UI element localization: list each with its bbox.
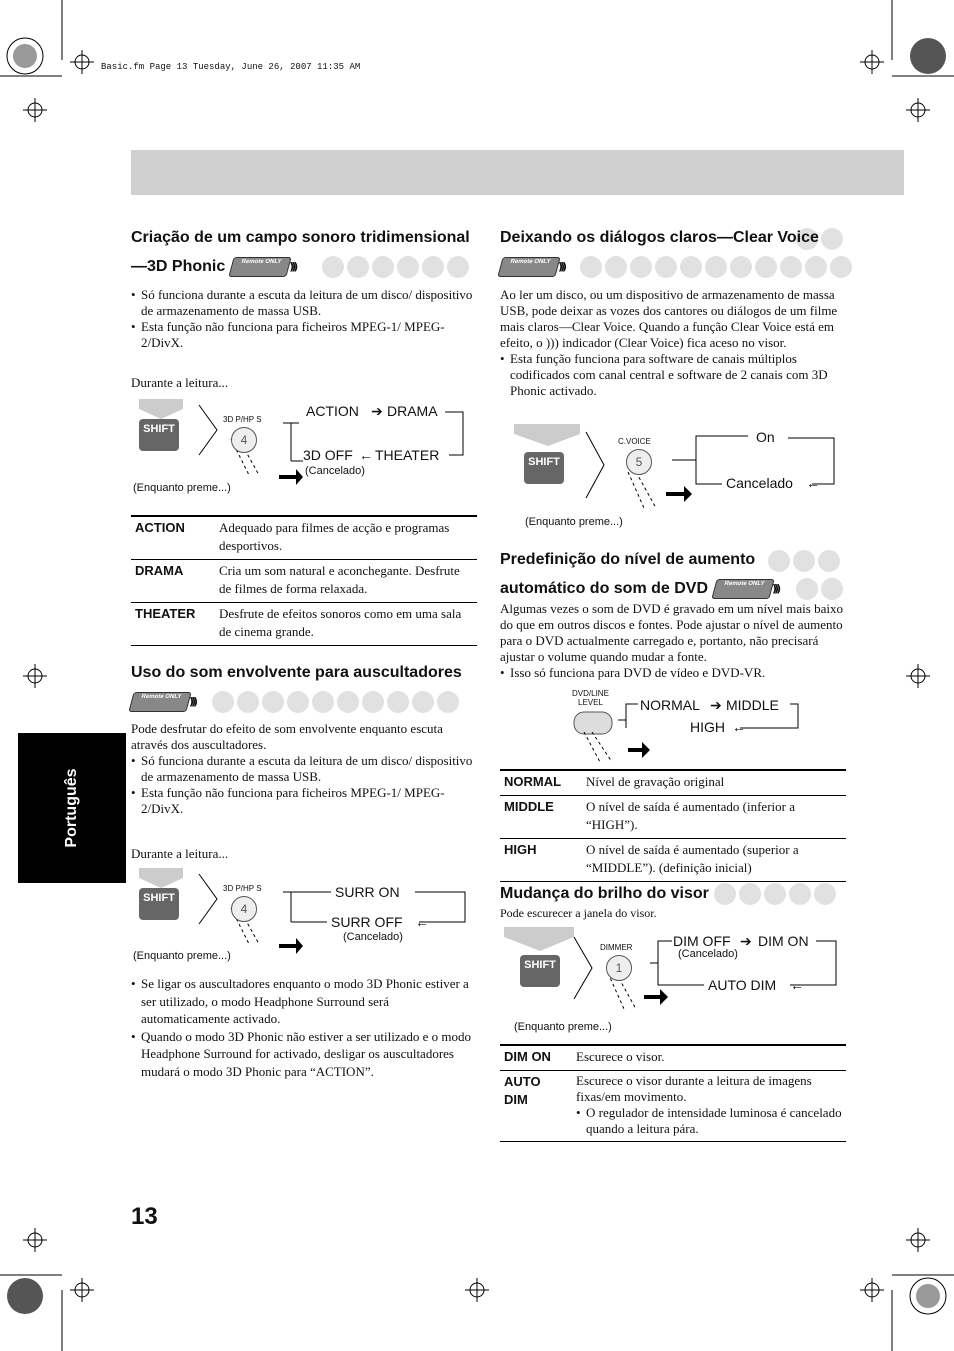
signal-wave-icon: ))) [289,260,296,274]
section-clear-voice-heading [500,223,846,281]
term: ACTION [131,516,215,560]
heading-line2 [131,252,477,281]
definition-text: Escurece o visor durante a leitura de imagens fixas/em movimento. [576,1073,812,1104]
table-row [500,1071,846,1142]
key-icon: 1 [606,955,632,981]
remote-only-icon: Remote ONLY [497,257,560,277]
section-3d-phonic-bullets [131,287,477,351]
table-row [131,603,477,646]
signal-wave-icon: ))) [558,260,565,274]
term-line2: DIM [504,1092,528,1107]
arrow-right-icon: ➔ [740,933,752,949]
signal-wave-icon: ))) [772,582,779,596]
heading-text: Uso do som envolvente para auscultadores [131,664,462,681]
mode-dim-off: DIM OFF [673,933,731,949]
sub-text: O regulador de intensidade luminosa é cancelado quando a leitura pára. [586,1105,842,1136]
heading-line1: Criação de um campo sonoro tridimensional [131,229,470,246]
arrow-right-icon: ➔ [710,697,722,713]
term-line1: AUTO [504,1074,541,1089]
during-playback: Durante a leitura... [131,375,229,390]
headphone-notes [131,975,477,1080]
mode-dim-on: DIM ON [758,933,809,949]
bullet: • Esta função funciona para software de canais múltiplos codificados com canal central e software de 2 canais com 3D Phonic activado. [500,351,846,399]
table-dvd-levels [500,769,846,882]
cancel-note: (Cancelado) [678,948,738,960]
diagram-clear-voice [500,420,846,535]
shift-button-icon: SHIFT [520,955,560,987]
table-row [131,560,477,603]
heading-line2 [494,252,846,281]
section-headphone-heading [131,658,477,716]
mode-auto-dim: AUTO DIM [708,977,777,993]
heading-line2 [125,687,477,716]
section-headphone-body [131,721,477,817]
language-tab [18,733,126,883]
term: MIDDLE [500,796,582,839]
header-band [131,150,904,195]
arrow-left-icon: ← [806,475,820,491]
bullet: • Só funciona durante a escuta da leitura de um disco/ dispositivo de armazenamento de massa USB. [131,287,477,319]
bullet: • Quando o modo 3D Phonic não estiver a ser utilizado e o modo Headphone Surround for activado, desligar os auscultadores mudará o modo 3D Phonic para “ACTION”. [131,1028,477,1081]
bullet: • Esta função não funciona para ficheiros MPEG-1/ MPEG-2/DivX. [131,319,477,351]
bullet: • Se ligar os auscultadores enquanto o modo 3D Phonic estiver a ser utilizado, o modo Headphone Surround será automaticamente activado. [131,975,477,1028]
section-dvd-level-heading [500,545,846,603]
key-icon: 4 [231,896,257,922]
definition [572,1071,846,1142]
key-label: C.VOICE [618,437,651,446]
key-label-line1: DVD/LINE [572,689,609,698]
intro: Algumas vezes o som de DVD é gravado em um nível mais baixo do que em outros discos e fontes. Pode ajustar o nível de aumento para o DVD actualmente carregado e, portanto, não precisará ajustar o volume quando mudar a fonte. [500,601,843,664]
table-dimmer [500,1044,846,1142]
key-label-line2: LEVEL [578,698,603,707]
on-label: On [756,429,775,445]
section-3d-phonic-heading [131,223,477,281]
section-clear-voice-body [500,287,846,399]
shift-button-icon: SHIFT [139,888,179,920]
key-label: 3D P/HP S [223,884,262,893]
remote-only-icon: Remote ONLY [128,692,191,712]
intro: Ao ler um disco, ou um dispositivo de armazenamento de massa USB, pode deixar as vozes dos cantores ou diálogos de um filme mais claros—Clear Voice. Quando a função Clear Voice está em efeito, o ))) indicador (Clear Voice) fica aceso no visor. [500,287,838,350]
key-label: DIMMER [600,943,633,952]
bullet: • Só funciona durante a escuta da leitura de um disco/ dispositivo de armazenamento de massa USB. [131,753,477,785]
surr-off-label: SURR OFF [331,914,403,930]
mode-action: ACTION [306,403,359,419]
table-3d-modes [131,515,477,646]
table-row [500,1045,846,1071]
term: THEATER [131,603,215,646]
arrow-left-icon: ← [359,447,373,463]
diagram-dimmer [500,923,846,1038]
mode-3d-off: 3D OFF [303,447,353,463]
language-tab-label: Português [63,768,80,848]
remote-only-icon: Remote ONLY [229,257,292,277]
arrow-left-icon: ← [415,914,429,930]
definition: O nível de saída é aumentado (superior a “MIDDLE”). (definição inicial) [582,839,846,882]
table-row [500,770,846,796]
mode-middle: MIDDLE [726,697,779,713]
table-row [500,796,846,839]
definition: O nível de saída é aumentado (inferior a “HIGH”). [582,796,846,839]
definition: Nível de gravação original [582,770,846,796]
definition: Cria um som natural e aconchegante. Desfrute de filmes de forma relaxada. [215,560,477,603]
diagram-dvd-level [500,686,846,766]
heading-text: automático do som de DVD [500,580,709,597]
cancelado-label: Cancelado [726,475,793,491]
table-row [500,839,846,882]
while-pressing-note: (Enquanto preme...) [514,1021,612,1033]
while-pressing-note: (Enquanto preme...) [525,516,623,528]
heading-text: —3D Phonic [131,258,226,275]
section-dvd-level-body [500,601,846,681]
definition: Adequado para filmes de acção e programas desportivos. [215,516,477,560]
heading-line2 [500,574,846,603]
arrow-left-icon: ← [732,719,746,735]
term: HIGH [500,839,582,882]
cancel-note: (Cancelado) [305,465,365,477]
file-header: Basic.fm Page 13 Tuesday, June 26, 2007 11:35 AM [101,62,361,72]
dimmer-intro: Pode escurecer a janela do visor. [500,906,657,920]
section-dimmer-heading [500,879,846,908]
signal-wave-icon: ))) [189,695,196,709]
surr-on-label: SURR ON [335,884,400,900]
mode-theater: THEATER [375,447,440,463]
while-pressing-note: (Enquanto preme...) [133,950,231,962]
intro: Pode desfrutar do efeito de som envolvente enquanto escuta através dos auscultadores. [131,721,443,752]
heading-text: Deixando os diálogos claros—Clear Voice [500,229,819,246]
mode-normal: NORMAL [640,697,700,713]
shift-button-icon: SHIFT [524,452,564,484]
bullet: • Isso só funciona para DVD de vídeo e DVD-VR. [500,665,846,681]
table-row [131,516,477,560]
while-pressing-note: (Enquanto preme...) [133,482,231,494]
cancel-note: (Cancelado) [343,931,403,943]
heading-line1: Predefinição do nível de aumento [500,551,756,568]
arrow-left-icon: ← [790,977,804,993]
definition: Escurece o visor. [572,1045,846,1071]
term [500,1071,572,1142]
diagram-3d-phonic [131,395,477,500]
key-icon: 4 [231,427,257,453]
definition: Desfrute de efeitos sonoros como em uma sala de cinema grande. [215,603,477,646]
term: DRAMA [131,560,215,603]
remote-only-icon: Remote ONLY [711,579,774,599]
diagram-headphone [131,864,477,969]
mode-high: HIGH [690,719,725,735]
term: DIM ON [500,1045,572,1071]
mode-drama: DRAMA [387,403,438,419]
shift-button-icon: SHIFT [139,419,179,451]
page-number: 13 [131,1203,158,1230]
key-label: 3D P/HP S [223,415,262,424]
definition-sub: • O regulador de intensidade luminosa é cancelado quando a leitura pára. [576,1105,842,1136]
during-playback: Durante a leitura... [131,846,229,861]
arrow-right-icon: ➔ [371,403,383,419]
bullet: • Esta função não funciona para ficheiros MPEG-1/ MPEG-2/DivX. [131,785,477,817]
term: NORMAL [500,770,582,796]
heading-text: Mudança do brilho do visor [500,885,709,902]
key-icon: 5 [626,449,652,475]
